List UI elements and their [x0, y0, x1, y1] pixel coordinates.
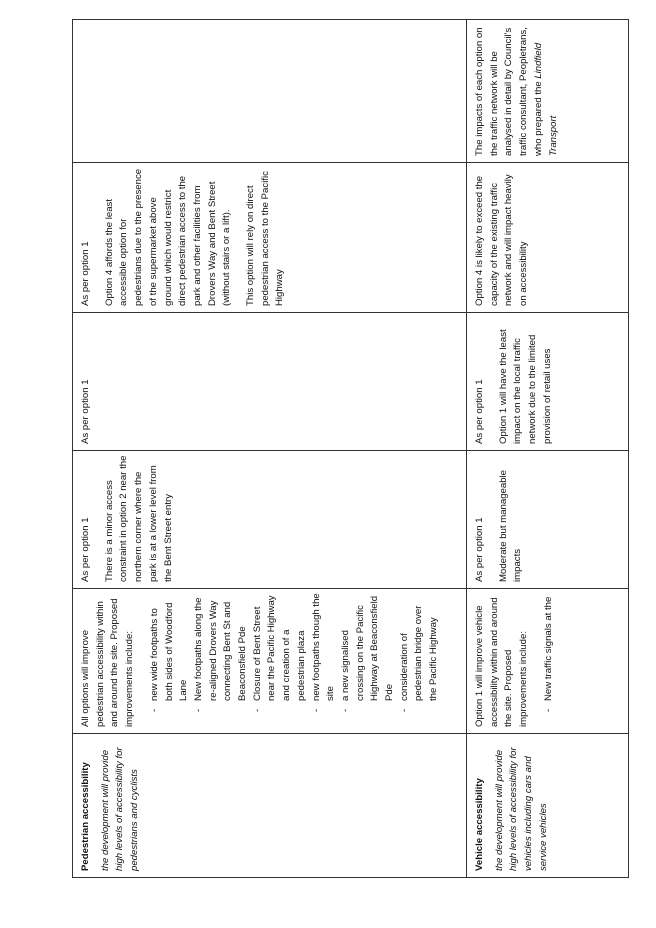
option2-cell	[73, 451, 467, 589]
option3-cell	[467, 313, 629, 451]
list-item: - a new signalised crossing on the Pacific Highway at Beaconsfield Pde	[339, 593, 398, 715]
comments-text	[473, 24, 561, 156]
improvements-list	[148, 593, 442, 715]
rotated-table-container	[72, 20, 628, 878]
option3-line2: Option 1 will have the least impact on the local traffic network due to the limited provision of retail uses	[497, 329, 553, 444]
criterion-title: Pedestrian accessibility	[80, 762, 91, 871]
option2-line1: As per option 1	[474, 517, 485, 582]
option2-line2: There is a minor access constraint in option 2 near the northern corner where the park is at a lower level from the Bent Street entry	[103, 455, 174, 582]
option1-cell	[73, 589, 467, 734]
comments-text-plain: The impacts of each option on the traffic network will be analysed in detail by Council's traffic consultant, Peopletrans, who prepared the	[474, 27, 544, 156]
option3-cell	[73, 313, 467, 451]
option2-line1: As per option 1	[80, 517, 91, 582]
option4-line1: As per option 1	[80, 241, 91, 306]
list-item: - New traffic signals at the	[542, 593, 557, 715]
option4-line1: Option 4 is likely to exceed the capacity of the existing traffic network and will impact heavily on accessibility	[474, 174, 530, 306]
criterion-description: the development will provide high levels of accessibility for pedestrians and cyclists	[99, 747, 141, 871]
improvements-list	[542, 593, 557, 715]
option4-cell	[73, 163, 467, 313]
criterion-cell	[467, 734, 629, 878]
list-item: - new footpaths though the site	[310, 593, 339, 715]
list-item: - new wide footpaths to both sides of Woodford Lane	[148, 593, 192, 715]
list-item: - Closure of Bent Street near the Pacific Highway and creation of a pedestrian plaza	[251, 593, 310, 715]
comments-text-italic: Lindfield Transport	[532, 42, 559, 156]
table-row-pedestrian	[73, 20, 467, 878]
criterion-cell	[73, 734, 467, 878]
option1-intro: All options will improve pedestrian accessibility within and around the site. Proposed improvements include:	[80, 598, 136, 727]
option1-intro: Option 1 will improve vehicle accessibility within and around the site. Proposed improvements include:	[474, 597, 530, 727]
option3-line1: As per option 1	[80, 379, 91, 444]
table-row-vehicle	[467, 20, 629, 878]
option1-cell	[467, 589, 629, 734]
option3-line1: As per option 1	[474, 379, 485, 444]
option2-cell	[467, 451, 629, 589]
option4-line2: Option 4 affords the least accessible option for pedestrians due to the presence of the supermarket above ground which would restrict direct pedestrian access to the park and other facilities from Drovers Way and Bent Street (without stairs or a lift).	[103, 168, 233, 306]
option2-line2: Moderate but manageable impacts	[497, 469, 524, 582]
options-assessment-table	[72, 19, 629, 878]
comments-cell	[467, 20, 629, 163]
comments-cell	[73, 20, 467, 163]
criterion-title: Vehicle accessibility	[474, 778, 485, 871]
list-item: - New footpaths along the re-aligned Drovers Way connecting Bent St and Beaconsfield Pde	[192, 593, 251, 715]
list-item: - consideration of pedestrian bridge over the Pacific Highway	[398, 593, 442, 715]
option4-cell	[467, 163, 629, 313]
criterion-description: the development will provide high levels of accessibility for vehicles including cars and service vehicles	[493, 747, 549, 871]
option4-line3: This option will rely on direct pedestrian access to the Pacific Highway	[245, 171, 286, 306]
